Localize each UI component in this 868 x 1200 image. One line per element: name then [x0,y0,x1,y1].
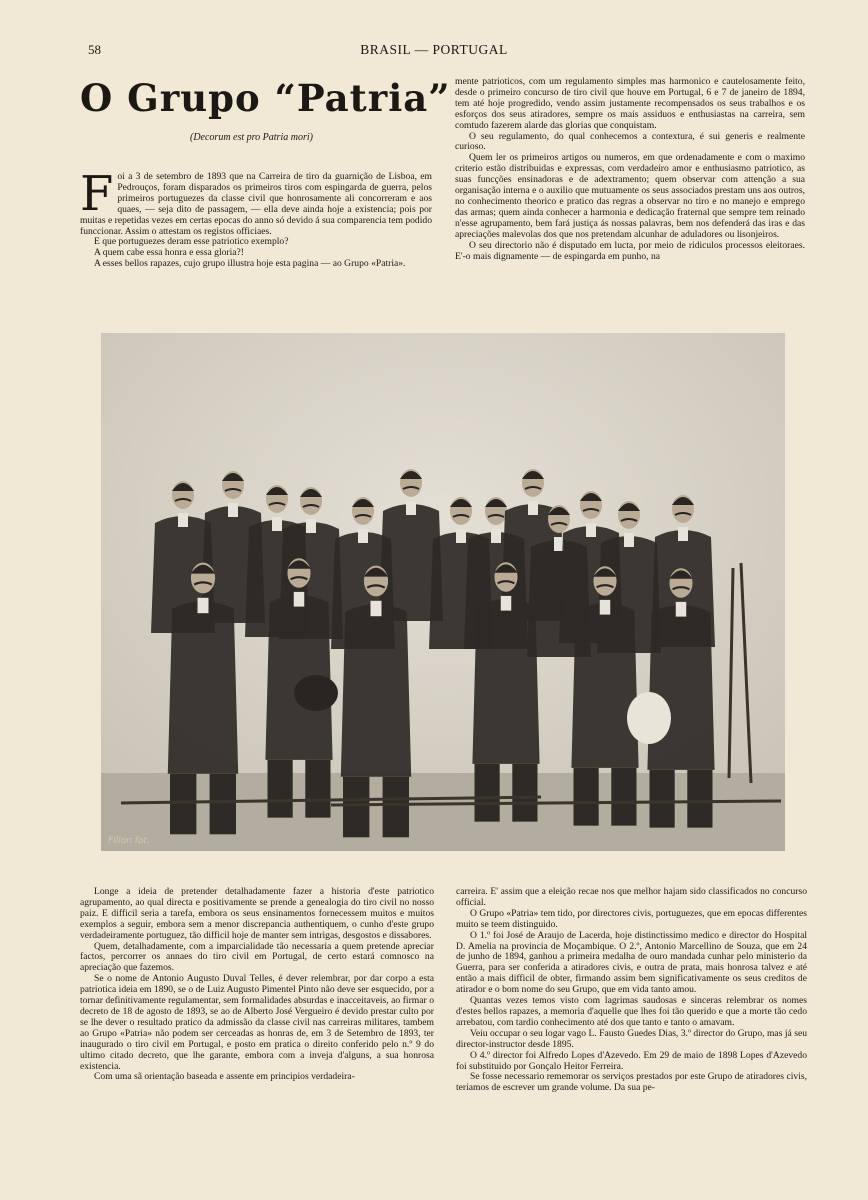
running-title: BRASIL — PORTUGAL [360,42,508,57]
column-right-bottom [456,887,807,1094]
paragraph: Quem ler os primeiros artigos ou numeros, em que ordenadamente e com o maximo criterio estão distribuidas e expressas, com verdadeiro amor e enthusiasmo patriotico, as suas funcções ensinadoras e de adextramento; quem observar com attenção a sua organisação interna e o auxilio que mutuamente os seus associados prestam uns aos outros, no conhecimento theorico e pratico das regras a observar no tiro e no manejo e emprego das armas; quem ainda conhecer a harmonia e dedicação fraternal que sempre tem reinado n'esse agrupamento, bem fará justiça ás nossas palavras, bem nos defenderá das iras e das apreciações malevolas dos que nos pretendam alcunhar de aduladores ou lisonjeiros. [455,152,805,240]
paragraph: O seu directorio não é disputado em lucta, por meio de ridiculos processos eleitoraes. E'-o mais dignamente — de espingarda em punho, na [455,239,805,262]
article-title: O Grupo “Patria” [80,76,451,120]
photo-drawing [101,333,785,851]
paragraph: Veiu occupar o seu logar vago L. Fausto Guedes Dias, 3.º director do Grupo, mas já seu director-instructor desde 1895. [456,1027,807,1050]
photo-floor [101,773,785,851]
paragraph: O 1.º foi José de Araujo de Lacerda, hoje distinctissimo medico e director do Hospital D. Amelia na provincia de Moçambique. O 2.º, Antonio Marcellino de Souza, que em 24 de junho de 1894, ganhou a primeira medalha de ouro mandada cunhar pelo ministerio da Guerra, para ser conferida a atiradores civis, e outra de prata, mais honrosa talvez e até então a mais difficil de obter, firmando assim bem significativamente os seus creditos de atirador e o bom nome do seu Grupo, que em vida tanto amou. [456,929,807,996]
paragraph: A esses bellos rapazes, cujo grupo illustra hoje esta pagina — ao Grupo «Patria». [94,258,406,270]
paragraph: O seu regulamento, do qual conhecemos a contextura, é sui generis e realmente curioso. [455,130,805,153]
paragraph: carreira. E' assim que a eleição recae nos que melhor hajam sido classificados no concurso official. [456,886,807,908]
straw-hat [627,692,671,744]
paragraph: mente patrioticos, com um regulamento simples mas harmonico e cautelosamente feito, desde o primeiro concurso de tiro civil que houve em Portugal, 6 e 7 de janeiro de 1894, tem até hoje progredido, vendo assim justamente recompensados os seus trabalhos e os esforços dos seus atiradores, sempre os mais assiduos e enthusiastas na carreira, sem comtudo fazerem alarde das glorias que conquistam. [455,76,805,131]
paragraph: O 4.º director foi Alfredo Lopes d'Azevedo. Em 29 de maio de 1898 Lopes d'Azevedo foi substituido por Gonçalo Heitor Ferreira. [456,1049,807,1072]
paragraph: A quem cabe essa honra e essa gloria?! [94,247,244,259]
column-left-top [80,166,432,270]
paragraph: Com uma sã orientação baseada e assente em principios verdadeira- [94,1071,355,1083]
paragraph: Se o nome de Antonio Augusto Duval Telles, é dever relembrar, por dar corpo a esta patriotica ideia em 1890, se o de Luiz Augusto Pimentel Pinto não deve ser esquecido, por a tornar definitivamente regulamentar, sem formalidades absurdas e inacceitaveis, ao firmar o decreto de 18 de agosto de 1893, se ao de Alberto José Vergueiro é devido prestar culto por se lhe dever o resultado pratico da admissão da classe civil nas carreiras militares, tambem ao Grupo «Patria» não podem ser cerceadas as honras de, em 3 de Setembro de 1893, ter inaugurado o tiro civil em Portugal, e posto em pratica o direito conferido pelo n.º 9 do ultimo citado decreto, que lhe garante, embora com a inveja d'alguns, a sua honrosa existencia. [80,973,434,1072]
paragraph: Se fosse necessario rememorar os serviços prestados por este Grupo de atiradores civis, teriamos de escrever um grande volume. Da sua pe- [456,1071,807,1094]
column-right-top [455,77,805,262]
paragraph: Longe a ideia de pretender detalhadamente fazer a historia d'este patriotico agrupamento, ao qual directa e positivamente se prende a genealogia do tiro civil no nosso paiz. E difficil seria a tarefa, embora os seus ensinamentos fornecessem muitos e muitos exemplos a seguir, embora sem a menor discrepancia authentiquem, o cunho d'este grupo verdadeiramente portuguez, tão difficil hoje de manter sem intrigas, desgostos e dissabores. [80,886,434,941]
paragraph: oi a 3 de setembro de 1893 que na Carreira de tiro da guarnição de Lisboa, em Pedrouços, foram disparados os primeiros tiros com espingarda de guerra, pelos primeiros portuguezes da classe civil que honrosamente ali concorreram e aos quaes, — seja dito de passagem, — ella deve ainda hoje a existencia; pois por muitas e repetidas vezes em certas epocas do anno só devido á sua comparencia tem podido funccionar. Assim o attestam os registos officiaes. [80,171,432,237]
group-photograph [101,333,785,851]
article-motto: (Decorum est pro Patria mori) [190,132,313,143]
column-left-bottom [80,887,434,1083]
bowler-hat [294,675,338,711]
drop-cap: F [80,166,114,222]
paragraph: O Grupo «Patria» tem tido, por directores civis, portuguezes, que em epocas differentes muito se teem distinguido. [456,907,807,930]
page-number: 58 [88,42,101,57]
paragraph: Quem, detalhadamente, com a imparcialidade tão necessaria a quem pretende apreciar factos, percorrer os annaes do tiro civil em Portugal, de certo estará comnosco na apreciação que fazemos. [80,940,434,974]
paragraph: E que portuguezes deram esse patriotico exemplo? [94,236,289,248]
photographer-signature: Fillon fot. [108,836,150,846]
paragraph: Quantas vezes temos visto com lagrimas saudosas e sinceras relembrar os nomes d'estes bellos rapazes, a memoria d'aquelle que lhes foi tão querido e que a morte tão cedo arrebatou, com tardio conhecimento até dos que tanto e tanto o amavam. [456,995,807,1028]
